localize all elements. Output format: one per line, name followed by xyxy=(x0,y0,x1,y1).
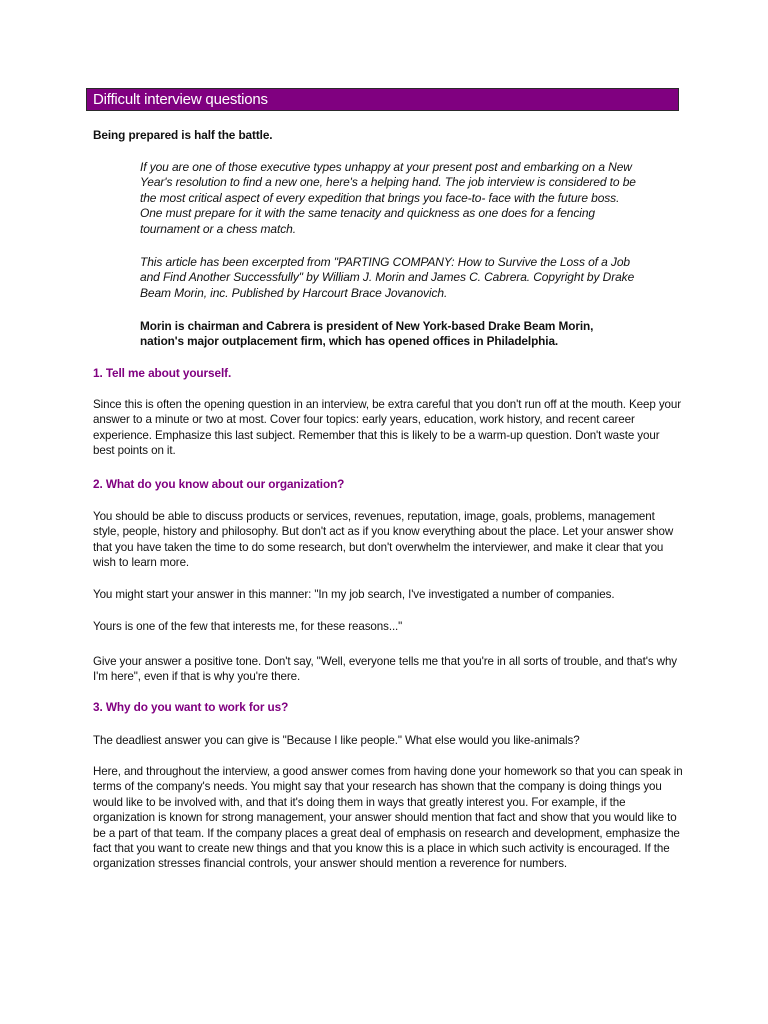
page-title: Difficult interview questions xyxy=(93,91,268,108)
authors-note: Morin is chairman and Cabrera is president of New York-based Drake Beam Morin, nation's major outplacement firm, which has opened offices in Philadelphia. xyxy=(140,319,594,349)
title-bar xyxy=(86,88,679,111)
answer-paragraph: You should be able to discuss products or services, revenues, reputation, image, goals, problems, management style, people, history and philosophy. But don't act as if you know everything about the place. Let your answer show that you have taken the time to do some research, but don't overwhelm the interviewer, and make it clear that you wish to learn more. xyxy=(93,510,674,570)
subtitle: Being prepared is half the battle. xyxy=(93,128,273,142)
question-heading-2: 2. What do you know about our organization? xyxy=(93,477,345,491)
answer-paragraph: Give your answer a positive tone. Don't say, "Well, everyone tells me that you're in all sorts of trouble, and that's why I'm here", even if that is why you're there. xyxy=(93,655,677,684)
answer-paragraph: Since this is often the opening question in an interview, be extra careful that you don't run off at the mouth. Keep your answer to a minute or two at most. Cover four topics: early years, education, work history, and recent career experience. Emphasize this last subject. Remember that this is likely to be a warm-up question. Don't waste your best points on it. xyxy=(93,398,682,458)
question-heading-3: 3. Why do you want to work for us? xyxy=(93,700,289,714)
intro-quote: If you are one of those executive types unhappy at your present post and embarking on a New Year's resolution to find a new one, here's a helping hand. The job interview is considered to be the most critical aspect of every expedition that brings you face-to- face with the future boss. One must prepare for it with the same tenacity and quickness as one does for a fencing tournament or a chess match. xyxy=(140,160,636,236)
answer-paragraph: Yours is one of the few that interests me, for these reasons..." xyxy=(93,620,403,633)
answer-paragraph: The deadliest answer you can give is "Because I like people." What else would you like-animals? xyxy=(93,734,580,747)
answer-paragraph: Here, and throughout the interview, a good answer comes from having done your homework so that you can speak in terms of the company's needs. You might say that your research has shown that the company is doing things you would like to be involved with, and that it's doing them in ways that greatly interest you. For example, if the organization is known for strong management, your answer should mention that fact and show that you would like to be a part of that team. If the company places a great deal of emphasis on research and development, emphasize the fact that you want to create new things and that you know this is a place in which such activity is encouraged. If the organization stresses financial controls, your answer should mention a reverence for numbers. xyxy=(93,765,683,871)
excerpt-note: This article has been excerpted from "PARTING COMPANY: How to Survive the Loss of a Job and Find Another Successfully" by William J. Morin and James C. Cabrera. Copyright by Drake Beam Morin, inc. Published by Harcourt Brace Jovanovich. xyxy=(140,255,635,300)
answer-paragraph: You might start your answer in this manner: "In my job search, I've investigated a number of companies. xyxy=(93,588,615,601)
question-heading-1: 1. Tell me about yourself. xyxy=(93,366,232,380)
